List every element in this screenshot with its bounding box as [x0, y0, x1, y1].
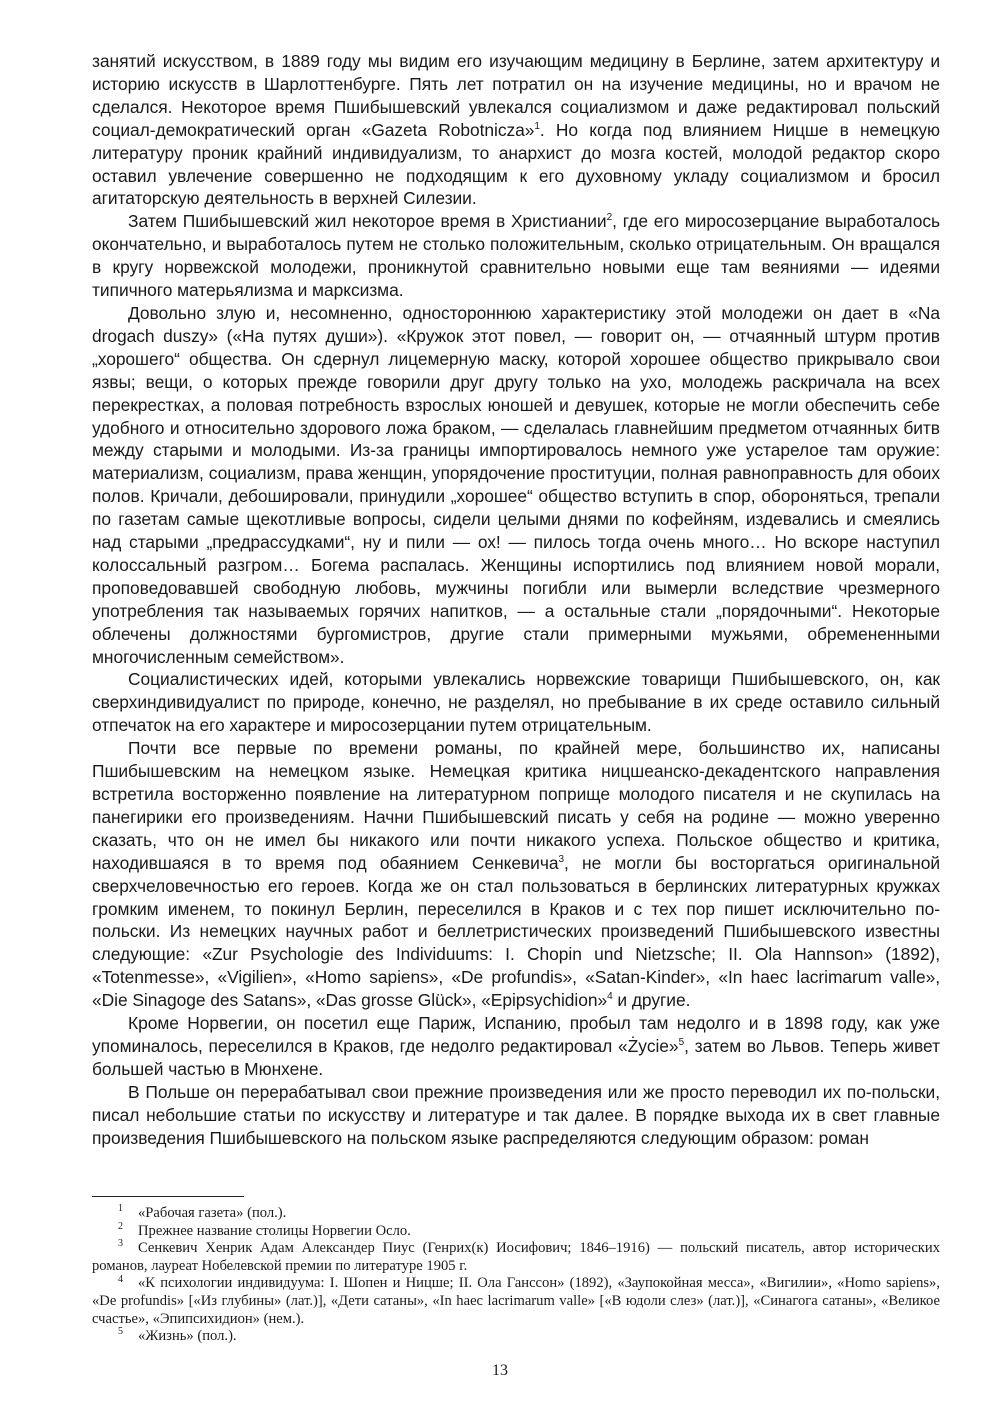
footnote: 3 Сенкевич Хенрик Адам Александер Пиус (Генрих(к) Иосифович; 1846–1916) — польский писатель, автор исторических романов, лауреат Нобелевской премии по литературе 1905 г. — [92, 1238, 940, 1274]
paragraph: Социалистических идей, которыми увлекались норвежские товарищи Пшибышевского, он, как сверхиндивидуалист по природе, конечно, не разделял, но пребывание в их среде оставило сильный отпечаток на его характере и миросозерцании путем отрицательным. — [92, 669, 940, 736]
footnote: 4 «К психологии индивидуума: I. Шопен и Ницше; II. Ола Ганссон» (1892), «Заупокойная месса», «Вигилии», «Homo sapiens», «De profundis» [«Из глубины» (лат.)], «Дети сатаны», «In haec lacrimarum valle» [«В юдоли слез» (лат.)], «Синагога сатаны», «Великое счастье», «Эпипсихидион» (нем.). — [92, 1273, 940, 1327]
paragraph: Кроме Норвегии, он посетил еще Париж, Испанию, пробыл там недолго и в 1898 году, как уже упоминалось, переселился в Краков, где недолго редактировал «Życie»$^5$, затем во Львов. Теперь живет большей частью в Мюнхене. — [92, 1013, 941, 1079]
footnote-ref[interactable]: 4 — [607, 991, 613, 1003]
footnote: 1 «Рабочая газета» (пол.). — [118, 1203, 287, 1221]
footnote: 5 «Жизнь» (пол.). — [118, 1326, 237, 1345]
paragraph: В Польше он перерабатывал свои прежние произведения или же просто переводил их по-польски, писал небольшие статьи по искусству и литературе и так далее. В порядке выхода их в свет главные произведения Пшибышевского на польском языке распределяются следующим образом: роман — [92, 1081, 940, 1148]
body-text — [92, 50, 940, 1150]
paragraph: Почти все первые по времени романы, по крайней мере, большинство их, написаны Пшибышевским на немецком языке. Немецкая критика ницшеанско-декадентского направления встретила восторженно появление на литературном поприще молодого писателя и не скупилась на панегирики его произведениям. Начни Пшибышевский писать у себя на родине — можно уверенно сказать, что он не имел бы никакого или почти никакого успеха. Польское общество и критика, находившаяся в то время под обаянием Сенкевича$^3$, не могли бы восторгаться оригинальной сверхчеловечностью его героев. Когда же он стал пользоваться в берлинских литературных кружках громким именем, то покинул Берлин, переселился в Краков и с тех пор пишет исключительно по-польски. Из немецких научных работ и беллетристических произведений Пшибышевского известны следующие: «Zur Psychologie des Individuums: I. Chopin und Nietzsche; II. Ola Hannson» (1892), «Totenmesse», «Vigilien», «Homo sapiens», «De profundis», «Satan-Kinder», «In haec lacrimarum valle», «Die Sinagoge des Satans», «Das grosse Glück», «Epipsychidion»$^4$ и другие. — [92, 738, 940, 1011]
footnote-ref[interactable]: 2 — [606, 212, 613, 224]
paragraph: Довольно злую и, несомненно, одностороннюю характеристику этой молодежи он дает в «Na drogach duszy» («На путях души»). «Кружок этот повел, — говорит он, — отчаянный штурм против „хорошего“ общества. Он сдернул лицемерную маску, которой хорошее общество прикрывало свои язвы; вещи, о которых прежде говорили друг другу только на ухо, молодежь раскричала на всех перекрестках, а половая потребность взрослых юношей и девушек, которые не могли обеспечить себе удобного и относительно здорового ложа браком, — сделалась главнейшим предметом отчаянных битв между старыми и молодыми. Из-за границы импортировалось немного уже устарелое там оружие: материализм, социализм, права женщин, упорядочение проституции, полная равноправность для обоих полов. Кричали, дебошировали, принудили „хорошее“ общество вступить в спор, обороняться, трепали по газетам самые щекотливые вопросы, сидели целыми днями по кофейням, издевались и смеялись над старыми „предрассудками“, ну и пили — ох! — пилось тогда очень много… Но вскоре наступил колоссальный разгром… Богема распалась. Женщины испортились под влиянием новой морали, проповедовавшей свободную любовь, мужчины погибли или вымерли вследствие чрезмерного употребления так называемых горячих напитков, — а остальные стали „порядочными“. Некоторые облечены должностями бургомистров, другие стали примерными мужьями, обремененными многочисленным семейством». — [92, 302, 940, 667]
paragraph: занятий искусством, в 1889 году мы видим его изучающим медицину в Берлине, затем архитектуру и историю искусств в Шарлоттенбурге. Пять лет потратил он на изучение медицины, но и врачом не сделался. Некоторое время Пшибышевский увлекался социализмом и даже редактировал польский социал-демократический орган «Gazeta Robotnicza»$^1$. Но когда под влиянием Ницше в немецкую литературу проник крайний индивидуализм, то анархист до мозга костей, молодой редактор скоро оставил увлечение совершенно не подходящим к его духовному укладу социализмом и бросил агитаторскую деятельность в верхней Силезии. — [92, 51, 940, 209]
main-text — [92, 50, 940, 1150]
footnote: 2 Прежнее название столицы Норвегии Осло. — [118, 1220, 411, 1239]
page-number: 13 — [492, 1362, 508, 1379]
footnote-ref[interactable]: 5 — [678, 1037, 685, 1049]
footnote-ref[interactable]: 1 — [534, 120, 540, 132]
footnote-divider — [92, 1196, 244, 1197]
paragraph: Затем Пшибышевский жил некоторое время в Христиании$^2$, где его миросозерцание выработалось окончательно, и выработалось путем не столько положительным, сколько отрицательным. Он вращался в кругу норвежской молодежи, проникнутой сравнительно новыми еще там веяниями — идеями типичного матерьялизма и марксизма. — [92, 211, 940, 301]
footnote-ref[interactable]: 3 — [558, 853, 564, 865]
footnotes — [92, 1205, 940, 1346]
